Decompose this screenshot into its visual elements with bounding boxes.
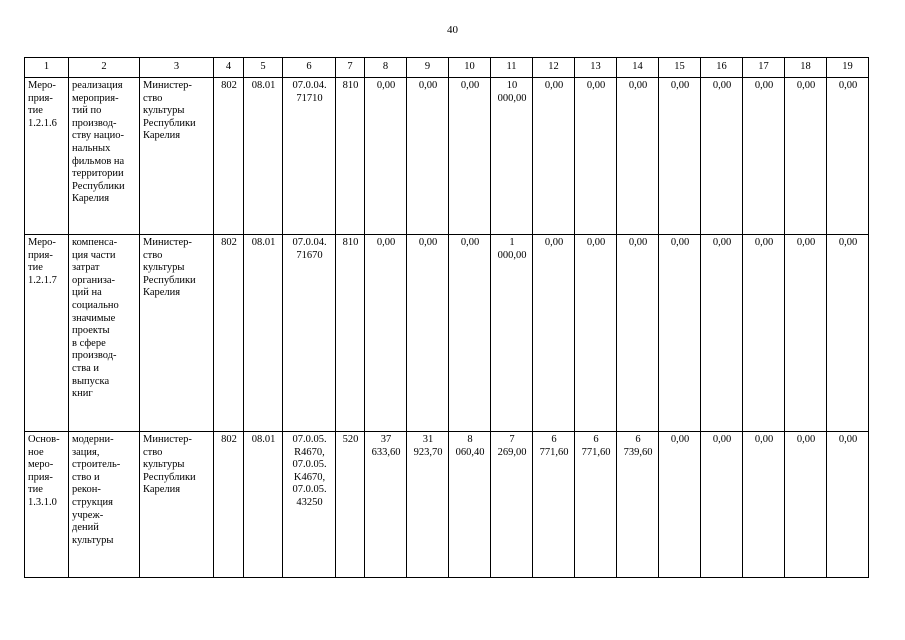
value-cell: 0,00 bbox=[659, 235, 701, 432]
executor: Министер- ство культуры Республики Карелия bbox=[140, 432, 214, 578]
column-number: 7 bbox=[336, 58, 365, 78]
value-cell: 0,00 bbox=[659, 432, 701, 578]
value-cell: 0,00 bbox=[407, 235, 449, 432]
column-number: 4 bbox=[214, 58, 244, 78]
value-cell: 0,00 bbox=[533, 78, 575, 235]
executor: Министер- ство культуры Республики Карелия bbox=[140, 78, 214, 235]
value-cell: 10 000,00 bbox=[491, 78, 533, 235]
value-cell: 0,00 bbox=[743, 78, 785, 235]
table-row bbox=[25, 78, 869, 235]
value-cell: 0,00 bbox=[575, 235, 617, 432]
csr-code: 07.0.05. R4670, 07.0.05. K4670, 07.0.05. 43250 bbox=[283, 432, 336, 578]
csr-code: 07.0.04. 71670 bbox=[283, 235, 336, 432]
value-cell: 0,00 bbox=[407, 78, 449, 235]
value-cell: 0,00 bbox=[449, 235, 491, 432]
value-cell: 0,00 bbox=[701, 235, 743, 432]
vr-code: 810 bbox=[336, 235, 365, 432]
value-cell: 0,00 bbox=[617, 235, 659, 432]
column-number: 10 bbox=[449, 58, 491, 78]
value-cell: 0,00 bbox=[743, 235, 785, 432]
page-number: 40 bbox=[447, 24, 458, 36]
value-cell: 7 269,00 bbox=[491, 432, 533, 578]
column-number: 17 bbox=[743, 58, 785, 78]
table-row bbox=[25, 432, 869, 578]
grbs-code: 802 bbox=[214, 432, 244, 578]
activity-name: модерни- зация, строитель- ство и рекон- струкция учреж- дений культуры bbox=[69, 432, 140, 578]
value-cell: 0,00 bbox=[365, 78, 407, 235]
column-number: 6 bbox=[283, 58, 336, 78]
activity-id: Меро- прия- тие 1.2.1.7 bbox=[25, 235, 69, 432]
column-number: 14 bbox=[617, 58, 659, 78]
value-cell: 0,00 bbox=[785, 235, 827, 432]
value-cell: 1 000,00 bbox=[491, 235, 533, 432]
column-number: 16 bbox=[701, 58, 743, 78]
column-number: 11 bbox=[491, 58, 533, 78]
value-cell: 0,00 bbox=[449, 78, 491, 235]
activity-name: реализация мероприя- тий по производ- ству нацио- нальных фильмов на территории Республики Карелия bbox=[69, 78, 140, 235]
activity-id: Основ- ное меро- прия- тие 1.3.1.0 bbox=[25, 432, 69, 578]
value-cell: 8 060,40 bbox=[449, 432, 491, 578]
column-number: 13 bbox=[575, 58, 617, 78]
value-cell: 0,00 bbox=[659, 78, 701, 235]
column-number: 5 bbox=[244, 58, 283, 78]
value-cell: 0,00 bbox=[827, 432, 869, 578]
rzpr-code: 08.01 bbox=[244, 235, 283, 432]
grbs-code: 802 bbox=[214, 78, 244, 235]
activity-id: Меро- прия- тие 1.2.1.6 bbox=[25, 78, 69, 235]
column-number: 12 bbox=[533, 58, 575, 78]
column-number: 9 bbox=[407, 58, 449, 78]
value-cell: 37 633,60 bbox=[365, 432, 407, 578]
value-cell: 0,00 bbox=[533, 235, 575, 432]
value-cell: 0,00 bbox=[785, 78, 827, 235]
executor: Министер- ство культуры Республики Карелия bbox=[140, 235, 214, 432]
value-cell: 0,00 bbox=[827, 78, 869, 235]
column-number: 15 bbox=[659, 58, 701, 78]
column-number: 3 bbox=[140, 58, 214, 78]
column-number: 2 bbox=[69, 58, 140, 78]
value-cell: 0,00 bbox=[701, 432, 743, 578]
value-cell: 0,00 bbox=[617, 78, 659, 235]
column-number: 19 bbox=[827, 58, 869, 78]
rzpr-code: 08.01 bbox=[244, 78, 283, 235]
column-number: 1 bbox=[25, 58, 69, 78]
budget-table bbox=[24, 57, 869, 578]
csr-code: 07.0.04. 71710 bbox=[283, 78, 336, 235]
value-cell: 0,00 bbox=[785, 432, 827, 578]
value-cell: 6 771,60 bbox=[533, 432, 575, 578]
value-cell: 0,00 bbox=[365, 235, 407, 432]
value-cell: 6 739,60 bbox=[617, 432, 659, 578]
column-number: 8 bbox=[365, 58, 407, 78]
value-cell: 0,00 bbox=[827, 235, 869, 432]
value-cell: 31 923,70 bbox=[407, 432, 449, 578]
activity-name: компенса- ция части затрат организа- ций на социально значимые проекты в сфере производ- ства и выпуска книг bbox=[69, 235, 140, 432]
table-row bbox=[25, 235, 869, 432]
value-cell: 6 771,60 bbox=[575, 432, 617, 578]
value-cell: 0,00 bbox=[743, 432, 785, 578]
grbs-code: 802 bbox=[214, 235, 244, 432]
vr-code: 520 bbox=[336, 432, 365, 578]
rzpr-code: 08.01 bbox=[244, 432, 283, 578]
column-number: 18 bbox=[785, 58, 827, 78]
value-cell: 0,00 bbox=[701, 78, 743, 235]
header-row bbox=[25, 58, 869, 78]
value-cell: 0,00 bbox=[575, 78, 617, 235]
vr-code: 810 bbox=[336, 78, 365, 235]
